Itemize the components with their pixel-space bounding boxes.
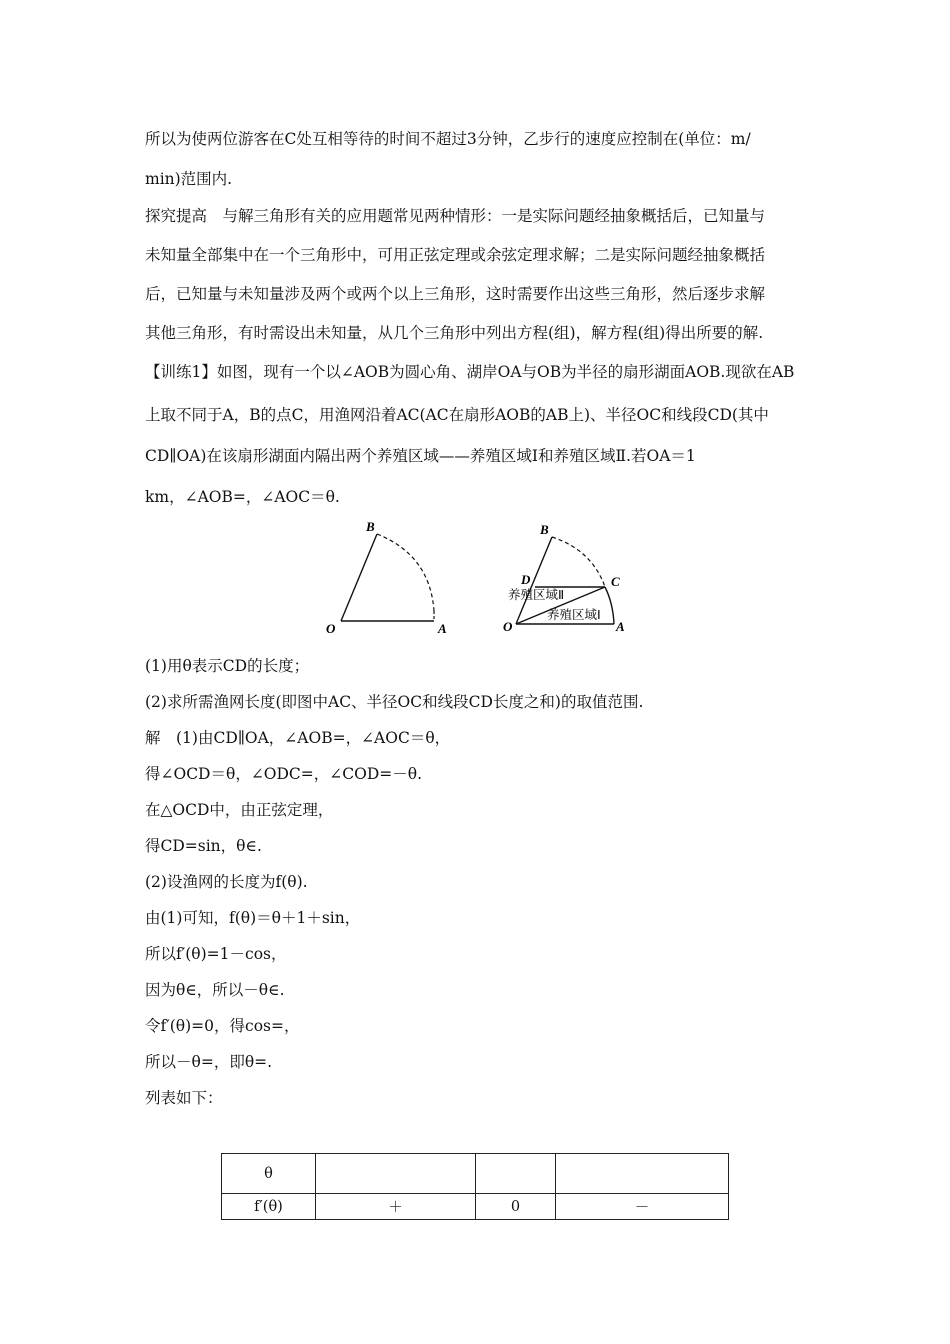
text-line: 其他三角形，有时需设出未知量，从几个三角形中列出方程(组)，解方程(组)得出所要的解. [145, 324, 764, 342]
text-line: 所以为使两位游客在C处互相等待的时间不超过3分钟，乙步行的速度应控制在(单位：m/ [145, 130, 751, 148]
label-O: O [503, 619, 513, 634]
solution-line: 解 (1)由CD∥OA，∠AOB=，∠AOC＝θ， [145, 729, 451, 747]
table-row [222, 1194, 729, 1220]
question-2: (2)求所需渔网长度(即图中AC、半径OC和线段CD长度之和)的取值范围. [145, 693, 644, 711]
radius-OB [341, 534, 377, 621]
text-line: min)范围内. [145, 170, 233, 188]
solution-line: (2)设渔网的长度为f(θ). [145, 873, 308, 891]
label-C: C [611, 574, 620, 589]
table-cell [476, 1154, 556, 1194]
text-line: 上取不同于A，B的点C，用渔网沿着AC(AC在扇形AOB的AB上)、半径OC和线段CD(其中 [145, 406, 769, 424]
solution-line: 因为θ∈，所以－θ∈. [145, 981, 285, 999]
sign-table [221, 1153, 729, 1220]
table-cell: θ [222, 1154, 316, 1194]
text-line: km，∠AOB=，∠AOC＝θ. [145, 488, 340, 506]
label-A: A [438, 621, 447, 636]
solution-line: 得∠OCD＝θ，∠ODC=，∠COD=－θ. [145, 765, 423, 783]
region-1-label: 养殖区域Ⅰ [547, 607, 601, 622]
label-O: O [326, 621, 336, 636]
solution-line: 列表如下： [145, 1089, 223, 1107]
label-A: A [616, 619, 625, 634]
solution-line: 所以－θ=，即θ=. [145, 1053, 273, 1071]
exercise-heading-line: 【训练1】如图，现有一个以∠AOB为圆心角、湖岸OA与OB为半径的扇形湖面AOB.现欲在AB [145, 363, 795, 381]
text-line: 未知量全部集中在一个三角形中，可用正弦定理或余弦定理求解；二是实际问题经抽象概括 [145, 246, 766, 264]
text-line: 探究提高 与解三角形有关的应用题常见两种情形：一是实际问题经抽象概括后，已知量与 [145, 207, 766, 225]
table-cell: － [556, 1194, 729, 1220]
label-B: B [540, 522, 549, 537]
question-1: (1)用θ表示CD的长度； [145, 657, 310, 675]
arc-AB [377, 534, 434, 611]
region-2-label: 养殖区域Ⅱ [508, 587, 565, 602]
sector-figure-left [320, 515, 460, 640]
sector-figure-right [497, 515, 637, 640]
label-D: D [521, 572, 531, 587]
table-cell [556, 1154, 729, 1194]
arc-BC [552, 537, 605, 587]
text-line: 后，已知量与未知量涉及两个或两个以上三角形，这时需要作出这些三角形，然后逐步求解 [145, 285, 766, 303]
label-B: B [366, 519, 375, 534]
solution-line: 令f′(θ)=0，得cos=， [145, 1017, 300, 1035]
table-cell [316, 1154, 476, 1194]
solution-line: 所以f′(θ)=1－cos， [145, 945, 287, 963]
table-cell: 0 [476, 1194, 556, 1220]
solution-line: 得CD=sin，θ∈. [145, 837, 262, 855]
table-cell: ＋ [316, 1194, 476, 1220]
table-cell: f′(θ) [222, 1194, 316, 1220]
solution-line: 由(1)可知，f(θ)＝θ＋1＋sin， [145, 909, 361, 927]
solution-line: 在△OCD中，由正弦定理， [145, 801, 334, 819]
arc-CA [605, 587, 614, 624]
text-line: CD∥OA)在该扇形湖面内隔出两个养殖区域——养殖区域Ⅰ和养殖区域Ⅱ.若OA＝1 [145, 447, 696, 465]
table-row [222, 1154, 729, 1194]
